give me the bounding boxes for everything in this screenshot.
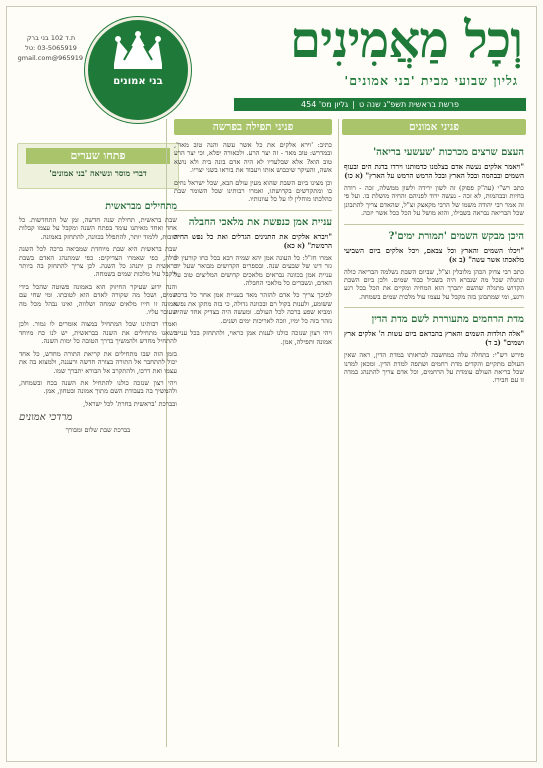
article-paragraph: לפיכך צריך כל אדם להזהר מאד בעניית אמן אחר כל ברכה ששומע, ולענות בקול רם ובכוונה גדולה, כי בזה מתקן את נפשו ומביא שפע ברכה לכל העולם. ומעשה היה בצדיק אחד שהיה נזהר בזה כל ימיו, וזכה לאריכות ימים ושנים. — [174, 291, 332, 325]
article-paragraph: וכן מצינו ביום השבת שהוא מעין עולם הבא, שכל ישראל נחים בו ומתקדשים בקדושתו, ואמרו רבותינו שכל השומר שבת כהלכתו מוחלין לו על כל עוונותיו. — [174, 178, 332, 204]
article-paragraph: ויהי רצון שנזכה כולנו להתחיל את השנה בכח ובשמחה, ולהמשיך בה בעבודת השם מתוך אמונה ובטחון, אמן. — [19, 378, 177, 396]
contact-email: 965919@gmail.com — [17, 54, 83, 62]
bnei-emunim-logo — [85, 17, 191, 123]
masthead — [7, 7, 536, 119]
article-heading: העצם שרצים מכרכות 'שעשעי בריאה' — [373, 147, 524, 158]
article-paragraph: שבת בראשית, תחילת שנה חדשה, זמן של התחדשות. כל אחד ואחד מאיתנו עומד בפתח השנה ומקבל על עצמו קבלות טובות, ללמוד יותר, להתפלל בכוונה, להתחזק באמונה. — [19, 216, 177, 241]
right-column — [344, 141, 524, 761]
verse-quote: "ויברא אלקים את התנינים הגדלים ואת כל נפש החיה הרמשת" (א כא) — [174, 231, 332, 250]
newsletter-subtitle: גליון שבועי מבית 'בני אמונים' — [344, 73, 518, 88]
article-paragraph: שבת בראשית היא שבת מיוחדת שמביאה ברכה לכל השנה כולה, כפי שאמרו הצדיקים: כפי שמתנהג האדם בשבת בראשית כן יתנהג כל השנה. לכן צריך להתחזק בה ביותר ולקבל עול מלכות שמים בשמחה. — [19, 245, 177, 279]
verse-quote: "ויכלו השמים והארץ וכל צבאם, ויכל אלקים ביום השביעי מלאכתו אשר עשה" (ב א) — [344, 245, 524, 264]
issue-number: גליון מס' 454 — [301, 100, 349, 109]
banner-pninei-emunim: פניני אמונים — [342, 119, 526, 135]
left-column-header — [17, 143, 179, 189]
article-paragraph: כתב רבי צדוק הכהן מלובלין זצ"ל, שביום השבת נשלמה הבריאה כולה ונתגלה שכל מה שנברא היה בשביל כבוד שמים. ולכן ביום השבת הקדוש מתגלה שהשם יתברך הוא המחיה ומקיים את הכל בכל רגע ורגע, ומי שמתבונן בזה מקבל על עצמו עול מלכות שמים בשמחה. — [344, 267, 524, 301]
article-paragraph: כתיב: 'וירא אלקים את כל אשר עשה והנה טוב מאד', ובמדרש: טוב מאד - זה יצר הרע. ולכאורה יפלא, וכי יצר הרע טוב הוא? אלא שבלעדיו לא היה אדם בונה בית ולא נושא אשה, והעיקר שיכבוש אותו ויעבוד את בוראו בשני יצריו. — [174, 141, 332, 175]
banner-pninei-tefila: פניני תפילה בפרשה — [174, 119, 332, 135]
issue-parasha: פרשת בראשית תשפ"ג שנה ט — [358, 100, 459, 109]
issue-bar: פרשת בראשית תשפ"ג שנה ט|גליון מס' 454 — [234, 98, 526, 111]
article-paragraph: ואמרו רבותינו שכל המתחיל במצוה אומרים לו גמור. ולכן כשאנו מתחילים את השנה בבראשית, יש לנו כח מיוחד להתחיל מחדש ולהמשיך בדרך הטובה כל ימות השנה. — [19, 320, 177, 346]
newsletter-page — [6, 6, 537, 762]
logo-text: בני אמונים — [113, 76, 163, 87]
column-divider — [338, 119, 339, 747]
article-heading: עניית אמן כנפשת את מלאכי החבלה — [188, 216, 332, 228]
signature: מרדכי אמונים — [19, 412, 73, 424]
article-paragraph: כתב רש"י (עה"ק פסוק) זה לשון ירידה ולשון ממשלה, זכה - רודה בחיות ובבהמות, לא זכה - נעשה ירוד לפניהם והחיה מושלת בו. ועל פי זה אמר רבי יהודה משמו של הרבי מקאצק זצ"ל, שהאדם צריך להתבונן שכל הבריאה נבראה בשבילו, והוא מושל על הכל ככל אשר יזכה. — [344, 184, 524, 218]
article-paragraph: פירש רש"י: בתחלה עלה במחשבה לבראותו במדת הדין, ראה שאין העולם מתקיים והקדים מדת רחמים ושתפה למדת הדין. ומכאן למדנו שכל בריאת העולם עומדת על הרחמים, וכל אדם צריך להתנהג במדה זו עם חבירו. — [344, 351, 524, 385]
article-heading: מדת הרחמים מתעוררת לשם מדת הדין — [371, 314, 524, 326]
section-divider — [344, 224, 524, 225]
contact-phone: 03-5065919 :טל — [25, 44, 77, 52]
left-column-byline: דברי מוסר ונשיאה 'בני אמונים' — [49, 168, 147, 178]
article-paragraph: ויהי רצון שנזכה כולנו לענות אמן כראוי, ולהתחזק בכל ענייני אמונה ותפילה, אמן. — [174, 329, 332, 346]
verse-quote: "ויאמר אלקים נעשה אדם בצלמנו כדמותנו וירדו בדגת הים ובעוף השמים ובבהמה ובכל הארץ ובכל הרמש הרמש על הארץ" (א כו) — [344, 162, 524, 180]
verse-quote: "אלה תולדות השמים והארץ בהבראם ביום עשות ה' אלקים ארץ ושמים" (ב ד) — [344, 329, 524, 348]
contact-address: ת.ד 102 בני ברק — [26, 34, 76, 42]
contact-info — [19, 33, 83, 63]
article-heading: היכן מבקש השמים 'תמורת ימים'? — [388, 230, 524, 242]
crown-icon — [110, 30, 166, 70]
signature-subtext: בברכת שבת שלום ומבורך — [65, 425, 131, 434]
closing-line: ובברכת 'בראשית בחרת' לכל ישראל, — [83, 399, 177, 408]
middle-column — [174, 141, 332, 761]
article-paragraph: אמרו חז"ל: כל העונה אמן יהא שמיה רבא בכל כחו קורעין לו גזר דינו של שבעים שנה. ובספרים הקדושים מבואר שעל ידי עניית אמן בכוונה נבראים מלאכים קדושים המליצים טוב על האדם, ונשברים כל מלאכי החבלה. — [174, 253, 332, 288]
article-paragraph: בזמן הזה שבו מתחילים את קריאת התורה מחדש, כל אחד יכול להתחבר אל התורה בצורה חדשה ורעננה, ולמצוא בה את עצמו ואת דרכו, ולהתקרב אל הבורא יתברך שמו. — [19, 349, 177, 375]
section-divider — [174, 210, 332, 211]
left-column-title: פתחו שערים — [26, 148, 170, 164]
article-paragraph: והנה ידוע שעיקר החיזוק הוא באמונה פשוטה שהכל בידי שמים, ושכל מה שקורה לאדם הוא לטובתו. ומי שחי עם אמונה זו חייו מלאים שמחה ושלווה, ואינו נבהל מכל מה שעובר עליו. — [19, 282, 177, 317]
section-divider — [344, 307, 524, 308]
newsletter-title: וְכָל מַאֲמִינִים — [289, 10, 522, 69]
article-heading: מתחילים מבראשית — [105, 201, 177, 212]
left-column — [19, 195, 177, 761]
